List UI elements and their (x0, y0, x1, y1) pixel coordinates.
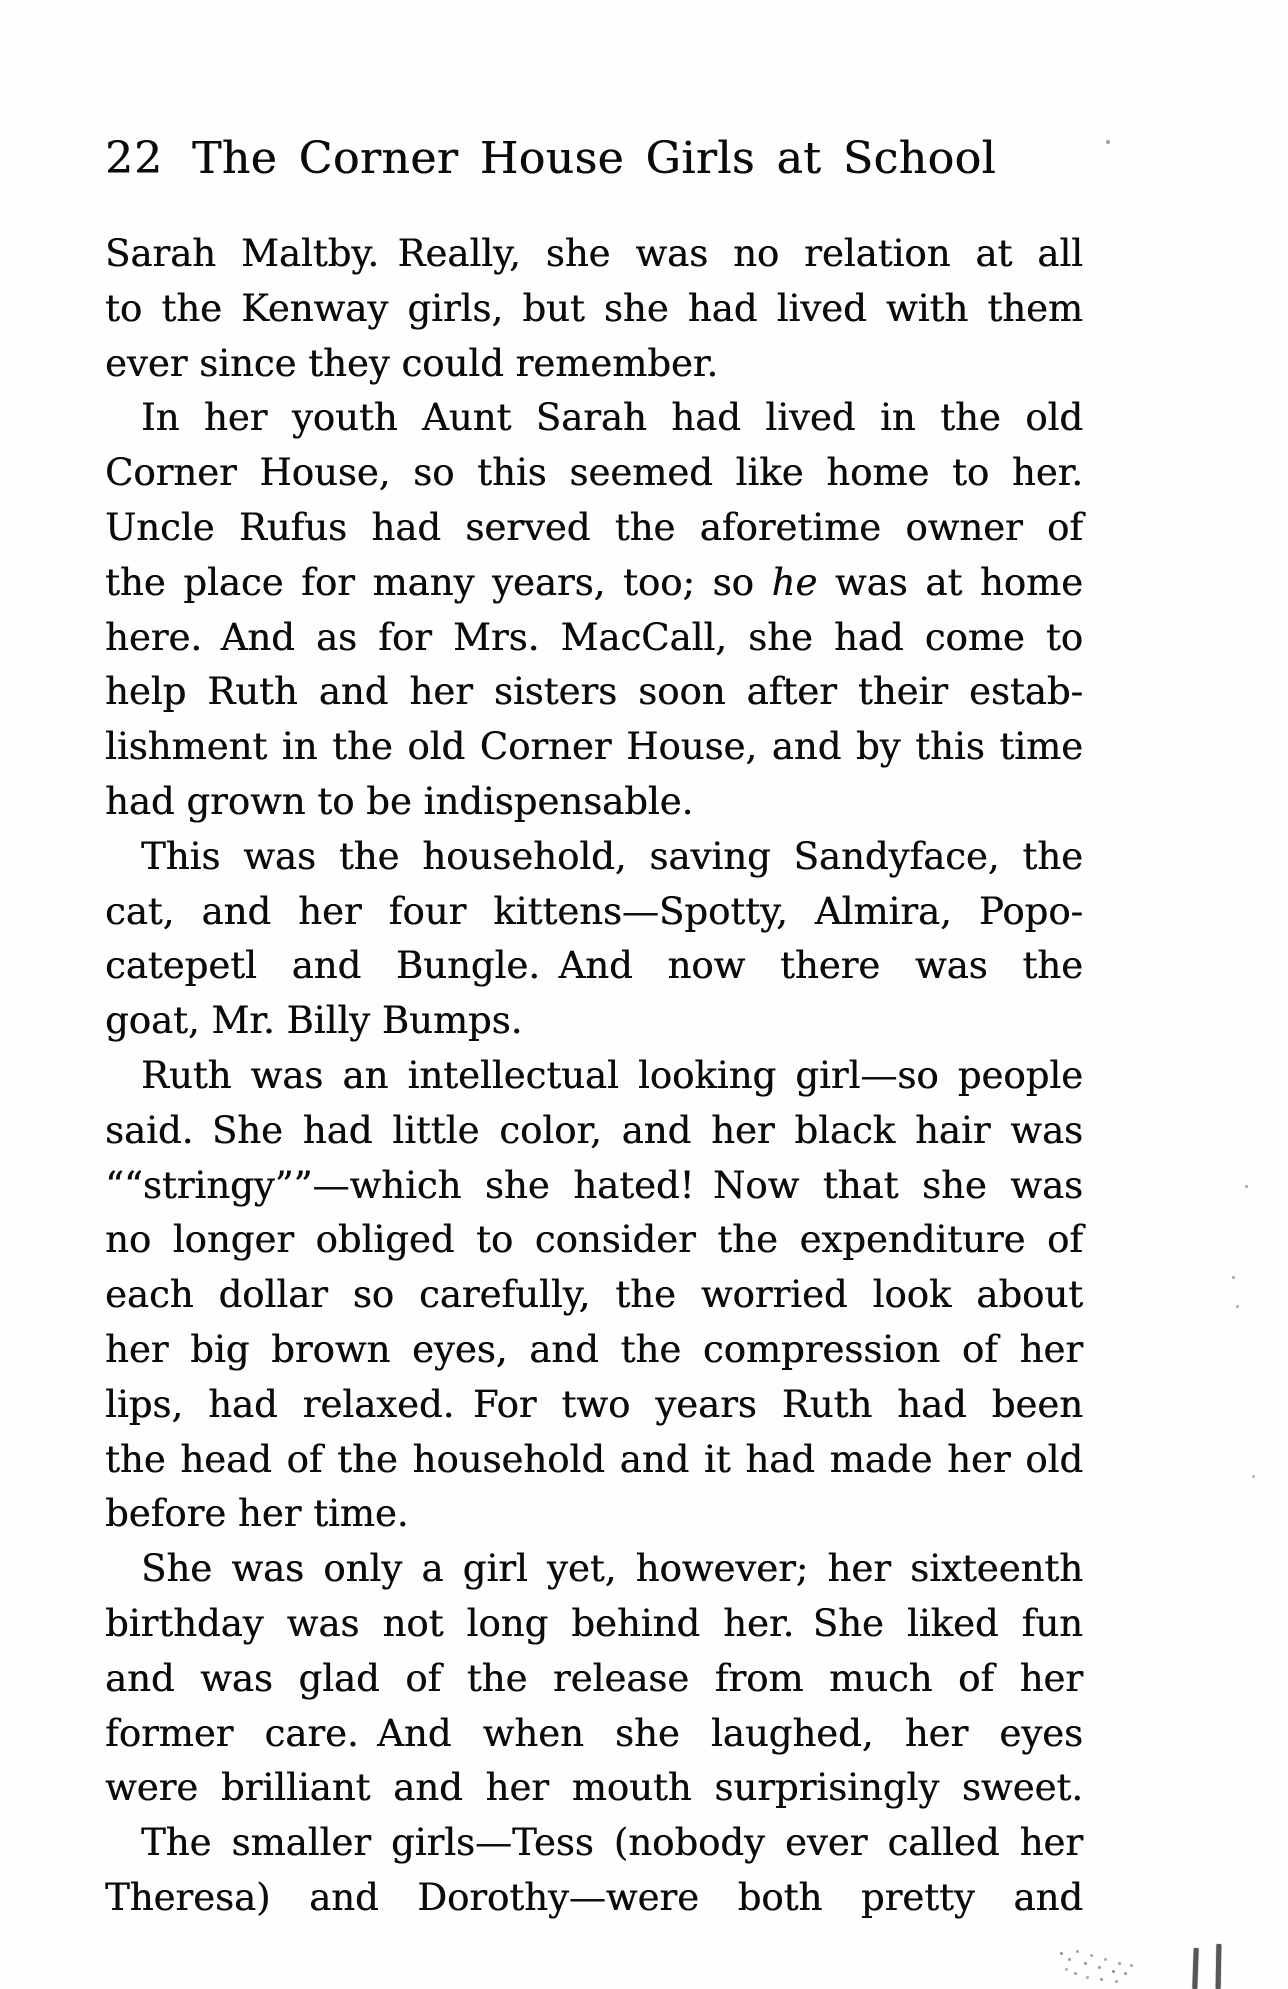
page-title: The Corner House Girls at School (191, 133, 997, 184)
text-run: Ruth was an intellectual looking girl—so people (141, 1053, 1083, 1097)
text-run: Theresa) and Dorothy—were both pretty and (105, 1875, 1083, 1919)
text-run: catepetl and Bungle. And now there was the (105, 944, 1083, 988)
text-line (105, 337, 1083, 392)
text-line (105, 1542, 1083, 1597)
scan-artifact (1236, 1305, 1239, 1308)
text-run: to the Kenway girls, but she had lived with them (105, 286, 1083, 330)
text-run: was at home (817, 560, 1083, 604)
text-line (105, 1871, 1083, 1926)
text-run: here. And as for Mrs. MacCall, she had come to (105, 615, 1083, 659)
text-run: before her time. (105, 1492, 409, 1536)
text-line (105, 1761, 1083, 1816)
text-run: Uncle Rufus had served the aforetime owner of (105, 505, 1083, 549)
scan-artifact (1106, 140, 1110, 144)
paragraph (105, 1816, 1083, 1926)
text-run: the head of the household and it had made her old (105, 1437, 1083, 1481)
text-run: help Ruth and her sisters soon after their estab- (105, 670, 1083, 714)
scan-smudge (1060, 1952, 1063, 1955)
paragraph (105, 391, 1083, 829)
italic-text-run: he (771, 560, 818, 604)
text-line (105, 227, 1083, 282)
paragraph (105, 227, 1083, 391)
page-number: 22 (105, 133, 163, 184)
scan-mark (1192, 1948, 1198, 1989)
text-run: ““stringy””—which she hated! Now that she was (105, 1163, 1083, 1207)
text-line (105, 1433, 1083, 1488)
scan-mark (1216, 1944, 1222, 1989)
text-line (105, 282, 1083, 337)
text-block (105, 227, 1083, 1926)
text-run: The smaller girls—Tess (nobody ever called her (141, 1821, 1083, 1865)
paragraph (105, 830, 1083, 1049)
text-line (105, 391, 1083, 446)
text-run: birthday was not long behind her. She liked fun (105, 1601, 1083, 1645)
text-run: cat, and her four kittens—Spotty, Almira, Popo- (105, 889, 1083, 933)
text-line (105, 611, 1083, 666)
text-line (105, 1213, 1083, 1268)
text-line (105, 1707, 1083, 1762)
text-line (105, 1816, 1083, 1871)
text-line (105, 1049, 1083, 1104)
text-run: lishment in the old Corner House, and by this time (105, 725, 1083, 769)
text-line (105, 1652, 1083, 1707)
text-line (105, 665, 1083, 720)
text-run: This was the household, saving Sandyface, the (141, 834, 1083, 878)
text-line (105, 775, 1083, 830)
scan-artifact (1252, 1475, 1255, 1478)
text-line (105, 1487, 1083, 1542)
text-line (105, 1378, 1083, 1433)
text-line (105, 939, 1083, 994)
paragraph (105, 1542, 1083, 1816)
text-run: lips, had relaxed. For two years Ruth had been (105, 1382, 1083, 1426)
paragraph (105, 1049, 1083, 1542)
text-line (105, 556, 1083, 611)
text-run: had grown to be indispensable. (105, 779, 694, 823)
text-line (105, 1597, 1083, 1652)
text-run: former care. And when she laughed, her eyes (105, 1711, 1083, 1755)
text-line (105, 1104, 1083, 1159)
text-run: her big brown eyes, and the compression of her (105, 1327, 1083, 1371)
text-run: were brilliant and her mouth surprisingly sweet. (105, 1766, 1083, 1810)
text-run: said. She had little color, and her black hair was (105, 1108, 1083, 1152)
text-run: goat, Mr. Billy Bumps. (105, 999, 523, 1043)
scan-artifact (1232, 1276, 1235, 1279)
text-line (105, 720, 1083, 775)
text-run: Corner House, so this seemed like home to her. (105, 451, 1083, 495)
text-line (105, 1268, 1083, 1323)
text-run: She was only a girl yet, however; her sixteenth (141, 1547, 1083, 1591)
text-run: In her youth Aunt Sarah had lived in the old (141, 396, 1083, 440)
text-line (105, 830, 1083, 885)
text-run: each dollar so carefully, the worried look about (105, 1273, 1083, 1317)
text-line (105, 501, 1083, 556)
text-run: ever since they could remember. (105, 341, 719, 385)
text-run: Sarah Maltby. Really, she was no relation at all (105, 232, 1083, 275)
scan-artifact (1245, 1185, 1248, 1188)
text-run: no longer obliged to consider the expenditure of (105, 1218, 1083, 1262)
text-line (105, 885, 1083, 940)
text-line (105, 1323, 1083, 1378)
text-line (105, 994, 1083, 1049)
text-line (105, 1159, 1083, 1214)
text-line (105, 446, 1083, 501)
text-run: the place for many years, too; so (105, 560, 772, 604)
text-run: and was glad of the release from much of her (105, 1656, 1083, 1700)
running-header (105, 133, 1083, 185)
